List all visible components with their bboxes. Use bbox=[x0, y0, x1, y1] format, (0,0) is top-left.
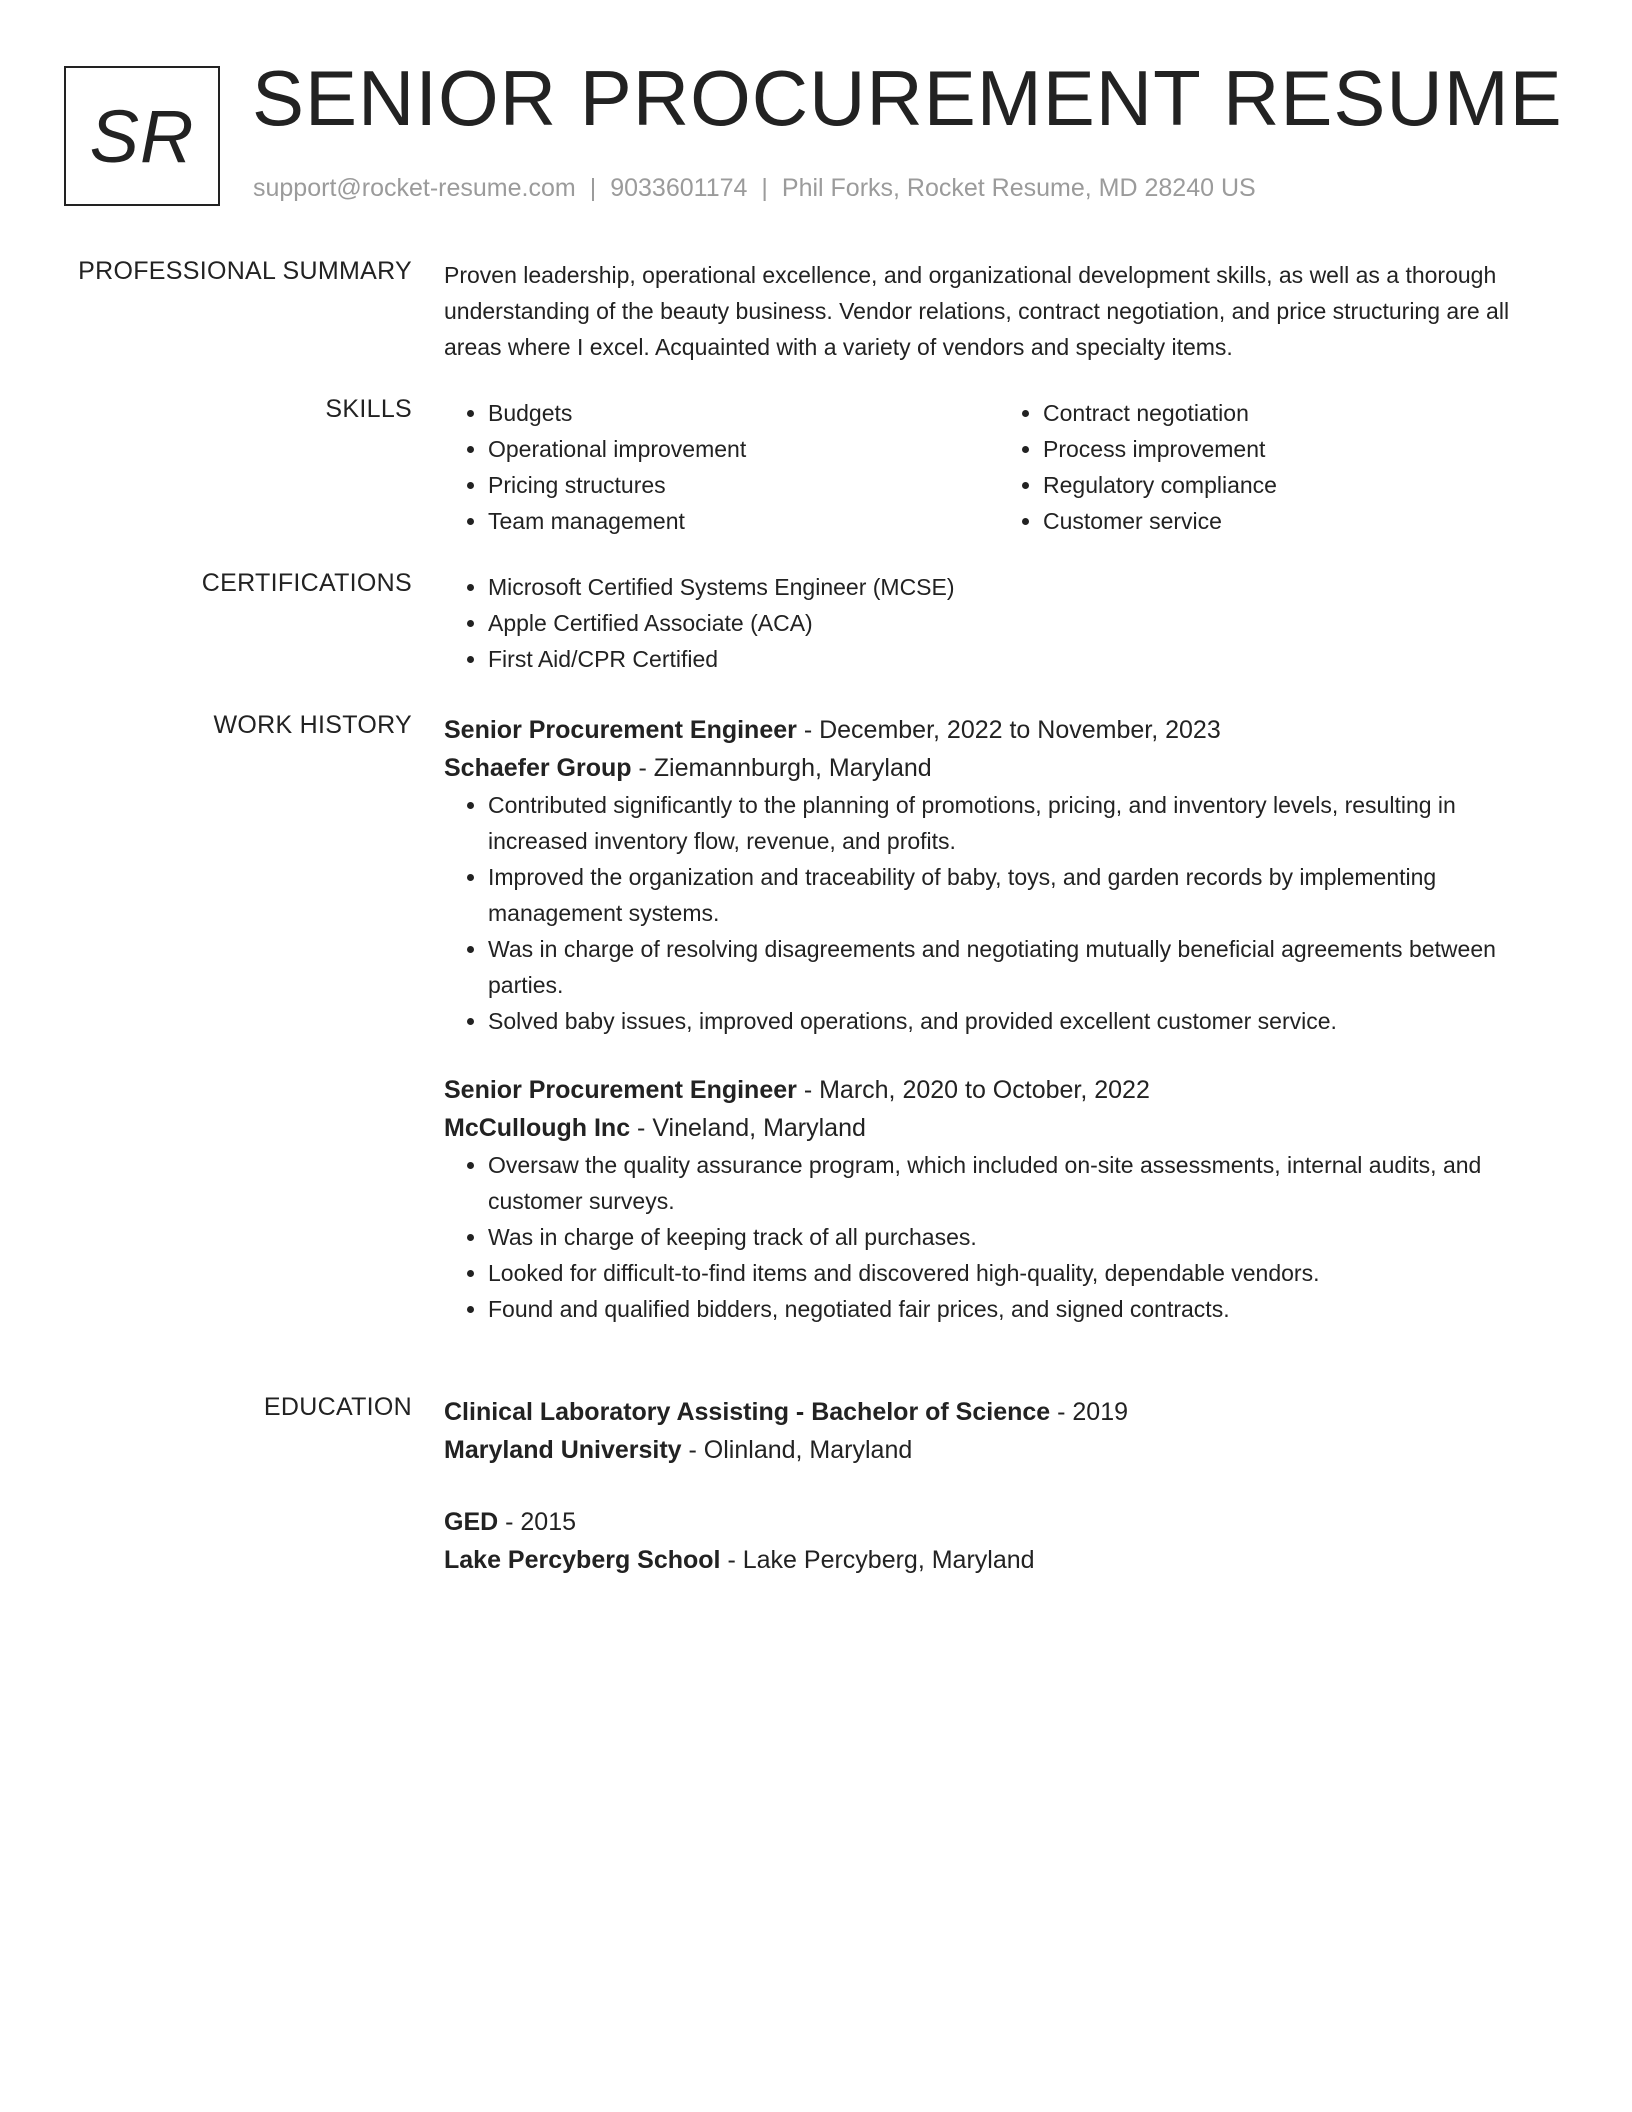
contact-address: Phil Forks, Rocket Resume, MD 28240 US bbox=[781, 174, 1256, 202]
monogram-logo: SR bbox=[64, 66, 220, 206]
education-body bbox=[444, 1393, 1554, 1579]
job-company: McCullough Inc bbox=[444, 1114, 631, 1142]
job-duty-item: • Was in charge of resolving disagreements and negotiating mutually beneficial agreements between parties. bbox=[488, 931, 1554, 1003]
certification-item: • Microsoft Certified Systems Engineer (MCSE) bbox=[488, 569, 1554, 605]
job-dates: - December, 2022 to November, 2023 bbox=[796, 716, 1221, 744]
education-location: - Olinland, Maryland bbox=[681, 1436, 913, 1464]
work-history-body bbox=[444, 711, 1554, 1327]
summary-body bbox=[444, 257, 1554, 365]
job-location: - Ziemannburgh, Maryland bbox=[631, 754, 932, 782]
job-company: Schaefer Group bbox=[444, 754, 632, 782]
skill-item: • Contract negotiation bbox=[1043, 395, 1554, 431]
section-label-skills: SKILLS bbox=[325, 395, 412, 423]
certification-item: • First Aid/CPR Certified bbox=[488, 641, 1554, 677]
job-duties-list bbox=[444, 787, 1554, 1039]
education-degree: GED bbox=[444, 1508, 499, 1536]
education-location: - Lake Percyberg, Maryland bbox=[720, 1546, 1035, 1574]
education-year: - 2015 bbox=[498, 1508, 577, 1536]
job-duty-item: • Found and qualified bidders, negotiated fair prices, and signed contracts. bbox=[488, 1291, 1554, 1327]
job-duty-item: • Was in charge of keeping track of all purchases. bbox=[488, 1219, 1554, 1255]
section-label-education: EDUCATION bbox=[263, 1393, 412, 1421]
skill-item: • Operational improvement bbox=[488, 431, 999, 467]
education-entry bbox=[444, 1503, 1554, 1579]
job-duty-item: • Oversaw the quality assurance program, which included on-site assessments, internal audits, and customer surveys. bbox=[488, 1147, 1554, 1219]
skill-item: • Pricing structures bbox=[488, 467, 999, 503]
job-duty-item: • Improved the organization and traceability of baby, toys, and garden records by implementing management systems. bbox=[488, 859, 1554, 931]
job-title-line bbox=[444, 711, 1554, 749]
skill-item: • Budgets bbox=[488, 395, 999, 431]
job-title-line bbox=[444, 1071, 1554, 1109]
contact-separator: | bbox=[589, 174, 597, 202]
job-title: Senior Procurement Engineer bbox=[444, 1076, 797, 1104]
contact-phone[interactable]: 9033601174 bbox=[610, 174, 748, 202]
section-label-work-history: WORK HISTORY bbox=[213, 711, 412, 739]
certifications-list bbox=[444, 569, 1554, 677]
job-location: - Vineland, Maryland bbox=[630, 1114, 866, 1142]
job-duty-item: • Looked for difficult-to-find items and discovered high-quality, dependable vendors. bbox=[488, 1255, 1554, 1291]
education-entry bbox=[444, 1393, 1554, 1469]
job-duty-item: • Solved baby issues, improved operations, and provided excellent customer service. bbox=[488, 1003, 1554, 1039]
skill-item: • Team management bbox=[488, 503, 999, 539]
job-duty-item: • Contributed significantly to the planning of promotions, pricing, and inventory levels, resulting in increased inventory flow, revenue, and profits. bbox=[488, 787, 1554, 859]
job-company-line bbox=[444, 1109, 1554, 1147]
education-school: Lake Percyberg School bbox=[444, 1546, 721, 1574]
skills-grid bbox=[444, 395, 1554, 539]
job-entry bbox=[444, 1071, 1554, 1327]
contact-line bbox=[253, 174, 1256, 203]
certifications-body bbox=[444, 569, 1554, 677]
education-degree-line bbox=[444, 1393, 1554, 1431]
job-duties-list bbox=[444, 1147, 1554, 1327]
skill-item: • Regulatory compliance bbox=[1043, 467, 1554, 503]
summary-text: Proven leadership, operational excellence, and organizational development skills, as well as a thorough understanding of the beauty business. Vendor relations, contract negotiation, and price structuring are all areas where I excel. Acquainted with a variety of vendors and specialty items. bbox=[444, 262, 1510, 360]
contact-separator: | bbox=[761, 174, 768, 202]
job-entry bbox=[444, 711, 1554, 1039]
contact-email[interactable]: support@rocket-resume.com bbox=[253, 174, 576, 202]
skill-item: • Customer service bbox=[1043, 503, 1554, 539]
certification-item: • Apple Certified Associate (ACA) bbox=[488, 605, 1554, 641]
education-degree: Clinical Laboratory Assisting - Bachelor of Science bbox=[444, 1398, 1051, 1426]
education-degree-line bbox=[444, 1503, 1554, 1541]
education-year: - 2019 bbox=[1050, 1398, 1129, 1426]
education-school-line bbox=[444, 1541, 1554, 1579]
resume-title: SENIOR PROCUREMENT RESUME bbox=[252, 54, 1563, 142]
skills-column-left bbox=[444, 395, 999, 539]
job-dates: - March, 2020 to October, 2022 bbox=[796, 1076, 1150, 1104]
skills-body bbox=[444, 395, 1554, 539]
education-school-line bbox=[444, 1431, 1554, 1469]
section-label-summary: PROFESSIONAL SUMMARY bbox=[78, 257, 412, 285]
skill-item: • Process improvement bbox=[1043, 431, 1554, 467]
education-school: Maryland University bbox=[444, 1436, 682, 1464]
section-label-certifications: CERTIFICATIONS bbox=[201, 569, 412, 597]
job-company-line bbox=[444, 749, 1554, 787]
skills-column-right bbox=[999, 395, 1554, 539]
job-title: Senior Procurement Engineer bbox=[444, 716, 797, 744]
